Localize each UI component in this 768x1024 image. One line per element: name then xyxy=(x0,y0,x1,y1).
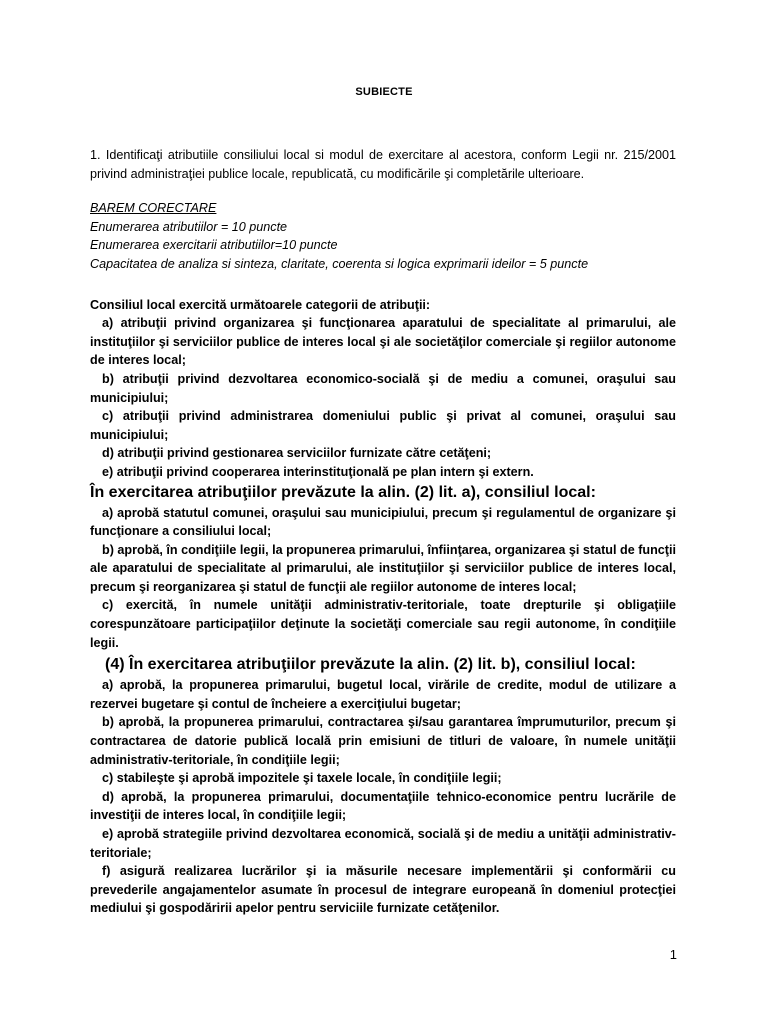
section1-item: e) atribuţii privind cooperarea interinstituţională pe plan intern şi extern. xyxy=(102,464,534,479)
section2-list xyxy=(90,504,676,653)
barem-block xyxy=(90,199,676,273)
barem-line: Enumerarea exercitarii atributiilor=10 puncte xyxy=(90,238,338,253)
section1-intro: Consiliul local exercită următoarele categorii de atribuţii: xyxy=(90,297,431,312)
section1-item: c) atribuţii privind administrarea domeniului public şi privat al comunei, oraşului sau municipiului; xyxy=(90,409,676,442)
section3-item: c) stabileşte şi aprobă impozitele şi taxele locale, în condiţiile legii; xyxy=(102,771,502,786)
section3-item: b) aprobă, la propunerea primarului, contractarea şi/sau garantarea împrumuturilor, precum şi contractarea de datorie publică locală prin emisiuni de titluri de valoare, în numele unităţii administrativ-teritoriale, în condiţiile legii; xyxy=(90,715,676,767)
section2-heading: În exercitarea atribuţiilor prevăzute la alin. (2) lit. a), consiliul local: xyxy=(90,483,596,501)
barem-title: BAREM CORECTARE xyxy=(90,201,217,216)
section3-item: f) asigură realizarea lucrărilor şi ia măsurile necesare implementării şi conformării cu prevederile angajamentelor asumate în procesul de integrare europeană în domeniul protecţiei mediului şi gospodăririi apelor pentru serviciile furnizate cetăţenilor. xyxy=(90,864,676,916)
section3-item: d) aprobă, la propunerea primarului, documentaţiile tehnico-economice pentru lucrările de investiţii de interes local, în condiţiile legii; xyxy=(90,789,676,823)
section3-item: e) aprobă strategiile privind dezvoltarea economică, socială şi de mediu a unităţii administrativ-teritoriale; xyxy=(90,827,676,860)
section1-list xyxy=(90,314,676,481)
question-text: 1. Identificaţi atributiile consiliului local si modul de exercitare al acestora, conform Legii nr. 215/2001 privind administraţiei publice locale, republicată, cu modificările şi completările ulterioare. xyxy=(90,148,676,181)
section2-item: a) aprobă statutul comunei, oraşului sau municipiului, precum şi regulamentul de organizare şi funcţionare a consiliului local; xyxy=(90,505,676,539)
page-title: SUBIECTE xyxy=(355,86,413,98)
document-body xyxy=(90,146,676,918)
section3-item: a) aprobă, la propunerea primarului, bugetul local, virările de credite, modul de utilizare a rezervei bugetare şi contul de încheiere a exerciţiului bugetar; xyxy=(90,678,676,711)
section2-item: c) exercită, în numele unităţii administrativ-teritoriale, toate drepturile şi obligaţiile corespunzătoare participaţiilor deţinute la societăţi comerciale sau regii autonome, în condiţiile legii. xyxy=(90,598,676,650)
barem-line: Capacitatea de analiza si sinteza, claritate, coerenta si logica exprimarii ideilor = 5 puncte xyxy=(90,256,589,271)
section1-item: a) atribuţii privind organizarea şi funcţionarea aparatului de specialitate al primarului, ale instituţiilor şi serviciilor publice de interes local şi ale societăţilor comerciale şi regiilor autonome de interes local; xyxy=(90,316,676,368)
section3-heading: (4) În exercitarea atribuţiilor prevăzute la alin. (2) lit. b), consiliul local: xyxy=(105,656,636,674)
section2-item: b) aprobă, în condiţiile legii, la propunerea primarului, înfiinţarea, organizarea şi statul de funcţii ale aparatului de specialitate al primarului, ale instituţiilor şi serviciilor publice de interes local, precum şi reorganizarea şi statul de funcţii ale regiilor autonome de interes local; xyxy=(90,542,676,594)
barem-line: Enumerarea atributiilor = 10 puncte xyxy=(90,219,288,234)
section1-item: d) atribuţii privind gestionarea serviciilor furnizate către cetăţeni; xyxy=(102,446,492,461)
section1-item: b) atribuţii privind dezvoltarea economico-socială şi de mediu a comunei, oraşului sau municipiului; xyxy=(90,371,676,405)
page-number: 1 xyxy=(669,947,677,962)
section3-list xyxy=(90,676,676,918)
